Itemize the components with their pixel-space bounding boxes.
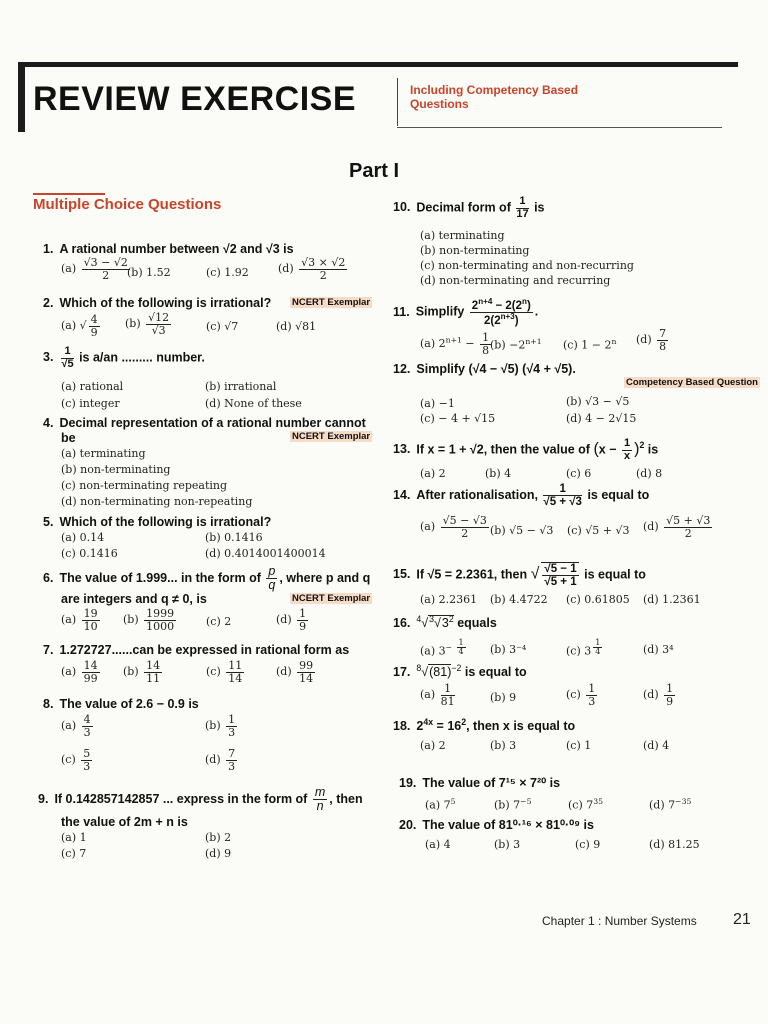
option-a: (a) $\frac{19}{10}$ (61, 607, 98, 633)
question-18: 18. $2^{4x} = 16^2$, then x is equal to (393, 717, 576, 734)
option-b: (b) 3 (494, 838, 521, 851)
question-11: 11. Simplify $\frac{2^{n+4} - 2(2^n)}{2(2^{n+3})}$ . (393, 297, 539, 327)
option-b: (b) √5 − √3 (490, 524, 554, 537)
option-d: (d) $\frac{1}{9}$ (276, 607, 307, 633)
option-d: (d) None of these (205, 397, 302, 410)
option-d: (d) $7^{-35}$ (649, 797, 692, 812)
question-text-end: is (534, 200, 545, 215)
question-17: 17. $^8√(81)^{-2}$ is equal to (393, 663, 527, 680)
option-c: (c) $7^{35}$ (568, 797, 604, 812)
option-b: (b) non-terminating (420, 244, 530, 257)
question-text: After rationalisation, (416, 487, 538, 502)
question-number: 1. (43, 242, 54, 256)
question-text: The value of 7¹⁵ × 7²⁰ is (422, 776, 561, 790)
option-c: (c) integer (61, 397, 120, 410)
question-text-cont: are integers and q ≠ 0, is (61, 592, 207, 606)
question-text: The value of 1.999... in the form of (59, 570, 261, 585)
question-text: If 0.142857142857 ... express in the form of (54, 791, 308, 806)
header-left-bar (18, 62, 25, 132)
option-b: (b) 0.1416 (205, 531, 263, 544)
option-d: (d) $\frac{7}{8}$ (636, 327, 667, 353)
option-d: (d) 8 (636, 467, 663, 480)
option-b: (b) $\frac{14}{11}$ (123, 659, 161, 685)
question-text: A rational number between √2 and √3 is (59, 242, 294, 256)
option-c: (c) 9 (575, 838, 601, 851)
question-text-cont: the value of 2m + n is (61, 815, 188, 829)
option-a: (a) $\frac{√3 - √2}{2}$ (61, 256, 128, 282)
question-text: Simplify (415, 304, 465, 319)
question-number: 7. (43, 643, 54, 657)
question-text: Decimal form of (416, 200, 511, 215)
option-c: (c) √5 + √3 (567, 524, 630, 537)
option-c: (c) non-terminating repeating (61, 479, 228, 492)
option-a: (a) $3^{- \frac{1}{4}}$ (420, 638, 464, 658)
question-number: 3. (43, 350, 54, 365)
question-14: 14. After rationalisation, $\frac{1}{√5 + √3}$ is equal to (393, 483, 650, 509)
question-16: 16. $^4√^3√3^2$ equals (393, 614, 497, 631)
question-text: is equal to (464, 665, 527, 680)
header-divider (397, 78, 398, 126)
option-d: (d) 4 (643, 739, 670, 752)
option-d: (d) $\frac{√5 + √3}{2}$ (643, 514, 711, 540)
option-d: (d) 4 − 2√15 (566, 412, 637, 425)
question-text-cont: be (61, 431, 76, 445)
question-number: 15. (393, 567, 411, 582)
chapter-footer: Chapter 1 : Number Systems (542, 914, 697, 928)
question-text-end: , where p and q (279, 570, 371, 585)
question-text: Which of the following is irrational? (59, 515, 272, 529)
option-a: (a) −1 (420, 397, 455, 410)
question-text: Which of the following is irrational? (59, 296, 272, 310)
question-number: 12. (393, 362, 411, 376)
ncert-exemplar-tag: NCERT Exemplar (292, 297, 371, 308)
question-4 (43, 416, 366, 430)
question-number: 18. (393, 719, 411, 734)
option-a: (a) 4 (425, 838, 451, 851)
option-b: (b) 1.52 (127, 266, 171, 279)
option-b: (b) 4 (485, 467, 512, 480)
option-b: (b) 4.4722 (490, 593, 548, 606)
question-number: 14. (393, 487, 411, 502)
option-a: (a) $\frac{14}{99}$ (61, 659, 98, 685)
option-a: (a) √ $\frac{4}{9}$ (61, 313, 98, 339)
question-number: 20. (399, 818, 417, 832)
question-number: 6. (43, 570, 54, 585)
option-c: (c) 1 (566, 739, 592, 752)
option-d: (d) non-terminating non-repeating (61, 495, 253, 508)
option-b: (b) √3 − √5 (566, 395, 630, 408)
option-c: (c) √7 (206, 320, 239, 333)
option-c: (c) non-terminating and non-recurring (420, 259, 634, 272)
option-a: (a) 2 (420, 467, 446, 480)
question-5 (43, 515, 271, 529)
option-a: (a) 2.2361 (420, 593, 478, 606)
option-b: (b) 3⁻⁴ (490, 643, 527, 656)
option-b: (b) $7^{-5}$ (494, 797, 532, 812)
question-8 (43, 697, 199, 711)
option-a: (a) $2^{n+1}$ − $\frac{1}{8}$ (420, 331, 490, 357)
question-number: 19. (399, 776, 417, 790)
option-c: (c) 2 (206, 615, 232, 628)
option-c: (c) $1 - 2^n$ (563, 337, 617, 352)
option-a: (a) terminating (420, 229, 505, 242)
option-a: (a) $7^5$ (425, 797, 456, 812)
option-b: (b) $\frac{√12}{√3}$ (125, 311, 170, 337)
question-text: Simplify (√4 − √5) (√4 + √5). (416, 362, 576, 376)
option-c: (c) 1.92 (206, 266, 249, 279)
option-d: (d) 9 (205, 847, 232, 860)
option-c: (c) 3 $^{\frac{1}{4}}$ (566, 638, 601, 658)
option-d: (d) 1.2361 (643, 593, 701, 606)
option-b: (b) non-terminating (61, 463, 171, 476)
option-c: (c) $\frac{11}{14}$ (206, 659, 243, 685)
option-c: (c) 0.1416 (61, 547, 118, 560)
option-d: (d) $\frac{99}{14}$ (276, 659, 314, 685)
question-text-end: is equal to (587, 487, 650, 502)
option-a: (a) $\frac{4}{3}$ (61, 713, 91, 739)
question-text: If √5 = 2.2361, then (416, 567, 528, 582)
option-a: (a) 0.14 (61, 531, 105, 544)
question-text-end: is equal to (584, 567, 646, 582)
option-d: (d) 3⁴ (643, 643, 674, 656)
question-10: 10. Decimal form of $\frac{1}{17}$ is (393, 195, 545, 220)
page-number: 21 (733, 911, 751, 928)
question-number: 17. (393, 665, 411, 680)
option-a: (a) $\frac{√5 - √3}{2}$ (420, 514, 487, 540)
question-3: 3. $\frac{1}{√5}$ is a/an ......... number. (43, 345, 205, 370)
question-text: If x = 1 + √2, then the value of (416, 442, 590, 457)
option-d: (d) √81 (276, 320, 317, 333)
question-13: 13. If x = 1 + √2, then the value of (x − $\frac{1}{x}$ )$^2$ is (393, 437, 659, 462)
section-heading: Multiple Choice Questions (33, 196, 222, 213)
question-7 (43, 643, 349, 657)
ncert-exemplar-tag: NCERT Exemplar (292, 431, 371, 442)
question-number: 8. (43, 697, 54, 711)
question-text: 1.272727......can be expressed in rational form as (59, 643, 350, 657)
option-b: (b) 9 (490, 691, 517, 704)
option-d: (d) non-terminating and recurring (420, 274, 611, 287)
question-number: 11. (393, 304, 410, 319)
question-20 (399, 817, 594, 832)
page-subtitle: Including Competency Based Questions (410, 83, 579, 112)
question-number: 5. (43, 515, 54, 529)
question-19 (399, 775, 560, 790)
question-text: The value of 81⁰·¹⁶ × 81⁰·⁰⁹ is (422, 818, 594, 832)
option-c: (c) 6 (566, 467, 592, 480)
option-d: (d) 0.4014001400014 (205, 547, 326, 560)
option-a: (a) 2 (420, 739, 446, 752)
question-15: 15. If √5 = 2.2361, then √ $\frac{√5 - 1}{√5 + 1}$ is equal to (393, 563, 646, 589)
question-number: 13. (393, 442, 411, 457)
part-heading: Part I (349, 160, 400, 182)
page-title: REVIEW EXERCISE (33, 80, 357, 118)
option-b: (b) irrational (205, 380, 277, 393)
question-number: 16. (393, 616, 411, 631)
question-number: 10. (393, 200, 411, 215)
question-text-end: is (647, 442, 659, 457)
question-number: 2. (43, 296, 54, 310)
question-9: 9. If 0.142857142857 ... express in the form of $\frac{m}{n}$ , then (38, 785, 363, 814)
option-d: (d) $\frac{7}{3}$ (205, 747, 236, 773)
question-12 (393, 362, 576, 376)
option-d: (d) 81.25 (649, 838, 700, 851)
section-accent-line (33, 193, 105, 195)
option-c: (c) 0.61805 (566, 593, 630, 606)
option-d: (d) $\frac{√3 \times √2}{2}$ (278, 256, 346, 282)
header-top-bar (18, 62, 738, 67)
option-b: (b) 2 (205, 831, 232, 844)
option-a: (a) 1 (61, 831, 87, 844)
question-text-end: , then (329, 791, 363, 806)
question-1 (43, 242, 294, 256)
question-6: 6. The value of 1.999... in the form of $\frac{p}{q}$ , where p and q (43, 564, 371, 593)
question-number: 9. (38, 791, 49, 806)
competency-tag: Competency Based Question (626, 377, 758, 388)
question-text: The value of 2.6 − 0.9 is (59, 697, 199, 711)
ncert-exemplar-tag: NCERT Exemplar (292, 593, 371, 604)
header-rule (397, 127, 722, 128)
question-text: equals (457, 616, 497, 631)
option-c: (c) − 4 + √15 (420, 412, 496, 425)
option-d: (d) $\frac{1}{9}$ (643, 682, 674, 708)
question-2 (43, 296, 271, 310)
option-b: (b) $\frac{1}{3}$ (205, 713, 236, 739)
question-text: Decimal representation of a rational number cannot (59, 416, 366, 430)
option-c: (c) $\frac{1}{3}$ (566, 682, 596, 708)
option-c: (c) 7 (61, 847, 87, 860)
option-b: $(b) -2^{n+1}$ (490, 337, 542, 352)
option-a: (a) $\frac{1}{81}$ (420, 682, 455, 708)
option-b: (b) $\frac{1999}{1000}$ (123, 607, 175, 633)
option-a: (a) terminating (61, 447, 146, 460)
question-number: 4. (43, 416, 54, 430)
option-c: (c) $\frac{5}{3}$ (61, 747, 91, 773)
option-b: (b) 3 (490, 739, 517, 752)
option-a: (a) rational (61, 380, 124, 393)
question-text: , then x is equal to (466, 719, 576, 734)
question-text: is a/an ......... number. (79, 350, 205, 365)
